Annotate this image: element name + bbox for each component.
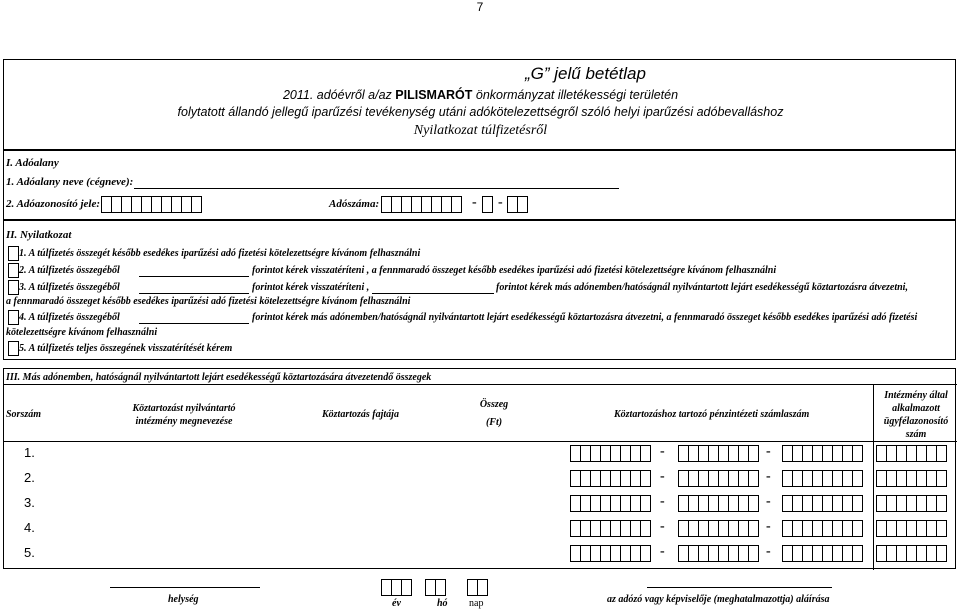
row-number: 5. — [24, 545, 35, 560]
account-dash-2: - — [766, 444, 771, 459]
option-3-text-c: forintot kérek más adónemben/hatóságnál nyilvántartott lejárt esedékességű köztartozásra átvezetni, — [496, 282, 908, 293]
option-3-refund-field[interactable] — [139, 293, 249, 294]
form-title: „G” jelű betétlap — [525, 64, 646, 83]
option-2-checkbox[interactable] — [8, 263, 19, 278]
header-line-2: folytatott állandó jellegű iparűzési tevékenység utáni adókötelezettségről szóló helyi iparűzési adóbevalláshoz — [177, 105, 784, 119]
tax-id-field[interactable] — [101, 195, 201, 212]
col-szamla: Köztartozáshoz tartozó pénzintézeti számlaszám — [614, 409, 810, 420]
col-fajta: Köztartozás fajtája — [322, 409, 399, 420]
month-field[interactable] — [425, 578, 445, 595]
row-number: 3. — [24, 495, 35, 510]
option-2-text-b: forintot kérek visszatéríteni , a fennmaradó összeget később esedékes iparűzési adó fizetési kötelezettségre kívánom felhasználni — [252, 265, 777, 276]
account-number-part-2[interactable] — [678, 494, 758, 511]
tax-number-label: Adószáma: — [329, 198, 380, 210]
client-id-field[interactable] — [876, 469, 946, 486]
account-dash-2: - — [766, 494, 771, 509]
client-id-field[interactable] — [876, 444, 946, 461]
client-id-field[interactable] — [876, 519, 946, 536]
place-field[interactable] — [110, 587, 260, 588]
account-number-part-2[interactable] — [678, 544, 758, 561]
option-4-text-b: forintot kérek más adónemben/hatóságnál nyilvántartott lejárt esedékességű köztartozásra átvezetni, a fennmaradó összeget később esedékes iparűzési adó fizetési — [252, 312, 918, 323]
account-dash-1: - — [660, 469, 665, 484]
account-number-part-1[interactable] — [570, 494, 650, 511]
tax-number-dash-1: - — [472, 195, 477, 210]
tax-number-field[interactable] — [381, 195, 461, 212]
option-4-checkbox[interactable] — [8, 310, 19, 325]
account-dash-2: - — [766, 519, 771, 534]
option-5-text: 5. A túlfizetés teljes összegének visszatérítését kérem — [19, 343, 233, 354]
table-row — [0, 441, 960, 466]
account-number-part-1[interactable] — [570, 469, 650, 486]
option-3-transfer-field[interactable] — [372, 293, 494, 294]
option-5-checkbox[interactable] — [8, 341, 19, 356]
day-field[interactable] — [467, 578, 487, 595]
header-line-3: Nyilatkozat túlfizetésről — [413, 123, 548, 138]
col-intezmeny: Köztartozást nyilvántartó intézmény megnevezése — [132, 403, 236, 427]
option-4-text-a: 4. A túlfizetés összegéből — [19, 312, 120, 323]
tax-number-dash-2: - — [498, 195, 503, 210]
account-number-part-2[interactable] — [678, 444, 758, 461]
account-number-part-2[interactable] — [678, 469, 758, 486]
section-2-heading: II. Nyilatkozat — [6, 229, 72, 241]
section-1-heading: I. Adóalany — [6, 157, 59, 169]
account-number-part-3[interactable] — [782, 494, 862, 511]
page-number: 7 — [476, 0, 484, 14]
taxpayer-name-field[interactable] — [134, 188, 619, 189]
account-dash-1: - — [660, 444, 665, 459]
section-3-heading: III. Más adónemben, hatóságnál nyilvántartott lejárt esedékességű köztartozására átvezetendő összegek — [6, 372, 432, 383]
option-3-checkbox[interactable] — [8, 280, 19, 295]
account-number-part-1[interactable] — [570, 519, 650, 536]
header-line-1 — [4, 88, 957, 102]
account-number-part-3[interactable] — [782, 544, 862, 561]
option-1-text: 1. A túlfizetés összegét később esedékes iparűzési adó fizetési kötelezettségre kívánom felhasználni — [19, 248, 421, 259]
table-row — [0, 541, 960, 566]
signature-field[interactable] — [647, 587, 832, 588]
tax-number-field-vat[interactable] — [482, 195, 492, 212]
municipality-name: PILISMARÓT — [395, 88, 473, 102]
account-dash-2: - — [766, 469, 771, 484]
tax-number-field-county[interactable] — [507, 195, 527, 212]
taxpayer-name-label: 1. Adóalany neve (cégneve): — [6, 176, 134, 188]
option-3-text-b: forintot kérek visszatéríteni , — [252, 282, 370, 293]
signature-label: az adózó vagy képviselője (meghatalmazottja) aláírása — [607, 594, 830, 605]
section-taxpayer — [3, 150, 956, 220]
place-label: helység — [168, 594, 199, 605]
option-4-amount-field[interactable] — [139, 323, 249, 324]
row-number: 2. — [24, 470, 35, 485]
year-label: év — [392, 598, 401, 609]
account-dash-1: - — [660, 544, 665, 559]
day-label: nap — [469, 598, 484, 609]
client-id-field[interactable] — [876, 544, 946, 561]
option-1-checkbox[interactable] — [8, 246, 19, 261]
account-dash-1: - — [660, 519, 665, 534]
table-row — [0, 491, 960, 516]
col-sorszam: Sorszám — [6, 409, 42, 420]
year-prefix: 2011. adóévről a/az — [282, 88, 396, 102]
account-dash-1: - — [660, 494, 665, 509]
account-number-part-3[interactable] — [782, 519, 862, 536]
month-label: hó — [437, 598, 448, 609]
table-row — [0, 466, 960, 491]
col-ugyfel: Intézmény által alkalmazott ügyfélazonosító szám — [883, 390, 949, 440]
option-3-text-a: 3. A túlfizetés összegéből — [19, 282, 120, 293]
client-id-field[interactable] — [876, 494, 946, 511]
col-osszeg: Összeg — [479, 399, 509, 410]
year-field[interactable] — [381, 578, 411, 595]
option-4-text-c: kötelezettségre kívánom felhasználni — [6, 327, 158, 338]
section-declaration — [3, 220, 956, 360]
account-number-part-3[interactable] — [782, 469, 862, 486]
account-number-part-3[interactable] — [782, 444, 862, 461]
account-number-part-2[interactable] — [678, 519, 758, 536]
tax-id-label: 2. Adóazonosító jele: — [6, 198, 101, 210]
account-number-part-1[interactable] — [570, 544, 650, 561]
form-header — [3, 59, 956, 150]
account-dash-2: - — [766, 544, 771, 559]
option-3-text-d: a fennmaradó összeget később esedékes iparűzési adó fizetési kötelezettségre kívánom felhasználni — [6, 296, 411, 307]
row-number: 4. — [24, 520, 35, 535]
option-2-text-a: 2. A túlfizetés összegéből — [19, 265, 120, 276]
section-3-divider — [4, 384, 957, 385]
table-row — [0, 516, 960, 541]
option-2-amount-field[interactable] — [139, 276, 249, 277]
row-number: 1. — [24, 445, 35, 460]
account-number-part-1[interactable] — [570, 444, 650, 461]
year-suffix: önkormányzat illetékességi területén — [472, 88, 679, 102]
col-osszeg-unit: (Ft) — [485, 417, 503, 428]
